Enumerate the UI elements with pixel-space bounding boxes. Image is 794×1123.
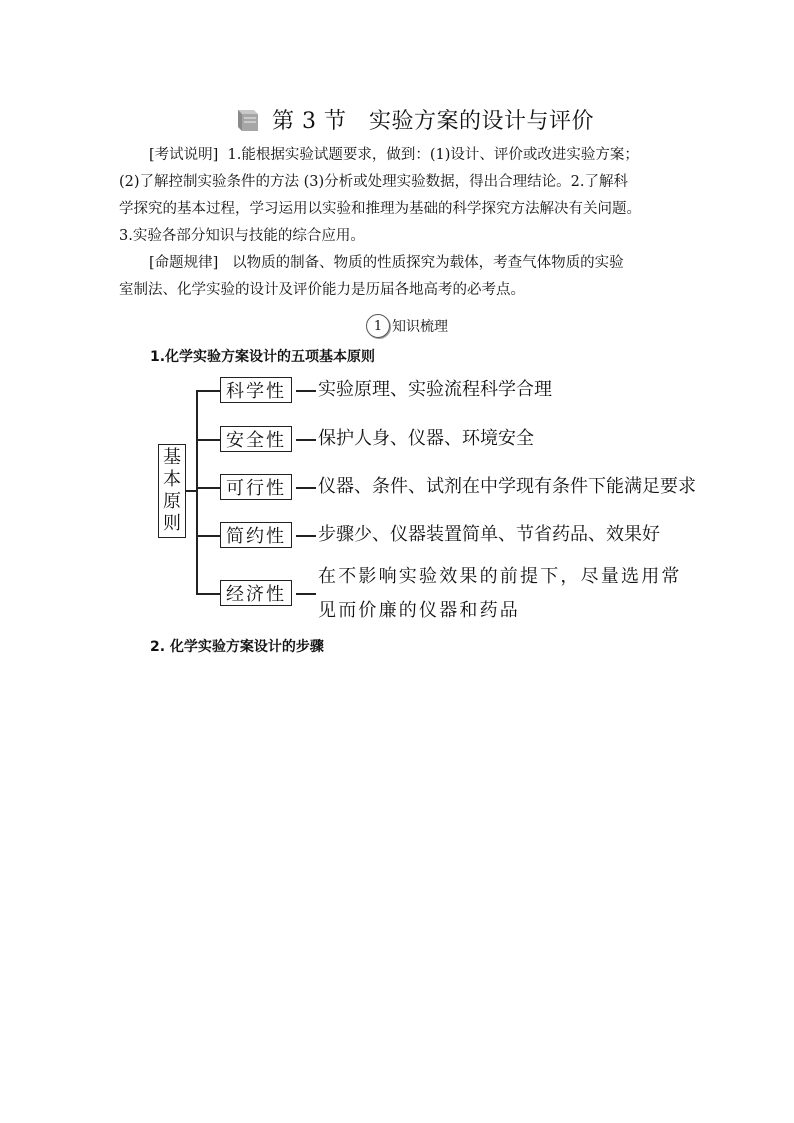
- principle-box-science: 科学性: [220, 377, 292, 403]
- principle-desc-science: 实验原理、实验流程科学合理: [318, 379, 552, 400]
- section-label: 知识梳理: [392, 319, 448, 335]
- connector-line: [296, 390, 316, 392]
- principle-box-simplicity: 简约性: [220, 522, 292, 548]
- exam-note-tag: [考试说明]: [149, 147, 219, 163]
- rule-note: [119, 250, 679, 304]
- principle-desc-safety: 保护人身、仪器、环境安全: [318, 428, 534, 449]
- section-number-icon: 1: [366, 314, 390, 338]
- principle-desc-economy-line1: 在不影响实验效果的前提下，尽量选用常: [318, 566, 682, 587]
- connector-line: [196, 593, 220, 595]
- principle-desc-simplicity: 步骤少、仪器装置简单、节省药品、效果好: [318, 524, 660, 545]
- connector-line: [196, 390, 220, 392]
- connector-line: [196, 390, 198, 593]
- root-char: 则: [163, 513, 181, 534]
- principle-box-economy: 经济性: [220, 580, 292, 606]
- rule-note-line2: 室制法、化学实验的设计及评价能力是历届各地高考的必考点。: [119, 282, 525, 298]
- exam-note-line2: (2)了解控制实验条件的方法 (3)分析或处理实验数据，得出合理结论。2.了解科: [119, 174, 629, 190]
- exam-note-line3: 学探究的基本过程，学习运用以实验和推理为基础的科学探究方法解决有关问题。: [119, 201, 641, 217]
- book-icon: [236, 106, 260, 132]
- connector-line: [196, 439, 220, 441]
- page-title: [236, 102, 594, 136]
- connector-line: [296, 535, 316, 537]
- connector-line: [296, 593, 316, 595]
- root-box: [158, 444, 186, 538]
- connector-line: [196, 535, 220, 537]
- root-char: 原: [163, 491, 181, 512]
- section-heading: [366, 312, 448, 340]
- rule-note-line1: 以物质的制备、物质的性质探究为载体，考查气体物质的实验: [232, 255, 624, 271]
- rule-note-tag: [命题规律]: [149, 255, 219, 271]
- connector-line: [296, 487, 316, 489]
- heading-steps: 2. 化学实验方案设计的步骤: [150, 639, 324, 655]
- principle-box-feasibility: 可行性: [220, 474, 292, 500]
- exam-note: [119, 142, 679, 250]
- connector-line: [196, 487, 220, 489]
- connector-line: [296, 439, 316, 441]
- title-text: 第 3 节 实验方案的设计与评价: [272, 108, 594, 134]
- principle-desc-economy: [318, 560, 708, 628]
- connector-line: [186, 490, 196, 492]
- root-char: 基: [163, 447, 181, 468]
- root-char: 本: [163, 469, 181, 490]
- principle-desc-feasibility: 仪器、条件、试剂在中学现有条件下能满足要求: [318, 476, 696, 497]
- principle-box-safety: 安全性: [220, 426, 292, 452]
- exam-note-line1: 1.能根据实验试题要求，做到：(1)设计、评价或改进实验方案；: [227, 147, 639, 163]
- principle-desc-economy-line2: 见而价廉的仪器和药品: [318, 600, 520, 621]
- exam-note-line4: 3.实验各部分知识与技能的综合应用。: [119, 228, 365, 244]
- heading-principles: 1.化学实验方案设计的五项基本原则: [150, 349, 376, 365]
